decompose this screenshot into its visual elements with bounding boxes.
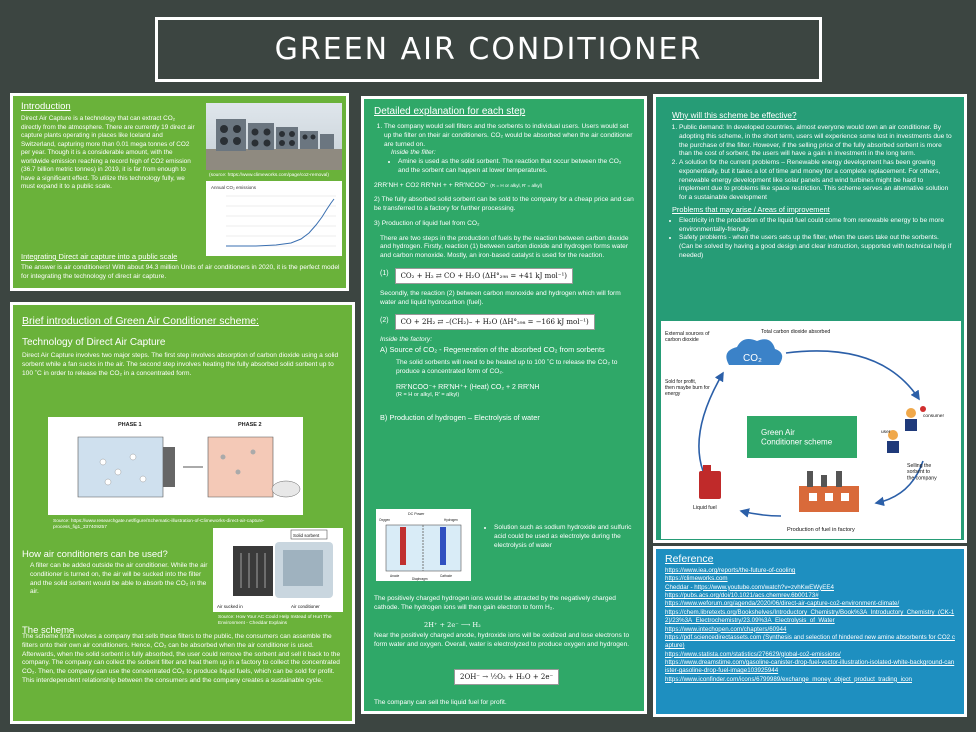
ac-heading: How air conditioners can be used?: [22, 549, 168, 560]
why-point-2: 2. A solution for the current problems – Renewable energy development has been growing exponentially, but it takes a lot of time and money for a complete replacement. For others, renewable energy development like solar panels and wind turbines might be hard to implement due to problems like space restriction. This scheme serves an alternative solution for a sustainable development: [679, 159, 954, 203]
source-a-heading: A) Source of CO₂ - Regeneration of the absorbed CO₂ from sorbents: [380, 345, 605, 355]
ac-source: Source: How Your AC Could Help Instead of Hurt The Environment - Cheddar Explains: [218, 615, 332, 626]
intro-image-caption: (source: https://www.climeworks.com/page/co2-removal): [209, 173, 329, 178]
eq1-label: (1): [380, 270, 389, 278]
tech-heading: Technology of Direct Air Capture: [22, 337, 166, 348]
integrating-text: The answer is air conditioners! With about 94.3 million Units of air conditioners in 2020, it is the perfect model for integrating the technology of direct air capture.: [21, 264, 340, 280]
reference-panel: [653, 546, 967, 717]
ref-link-7[interactable]: https://www.intechopen.com/chapters/60944: [665, 625, 787, 633]
step3-text: There are two steps in the production of fuels by the reaction between carbon dioxide and hydrogen. Firstly, reaction (1) between carbon dioxide and hydrogen forms water and carbon monoxide. Mostly, an iron-based catalyst is used for the reaction.: [380, 234, 629, 260]
hydrogen-text2: Near the positively charged anode, hydroxide ions will be oxidized and lose electrons to form water and oxygen. Overall, water is electrolyzed to produce oxygen and hydrogen.: [374, 632, 630, 648]
electro-anode-label: Anode: [390, 574, 400, 578]
cycle-user: user: [881, 430, 891, 435]
phase-source: Source: https://www.researchgate.net/figure/Schematic-illustration-of-Climeworks-direct-air-capture-process_fig1_337409257: [53, 519, 265, 530]
step2-text: 2) The fully absorbed solid sorbent can be sold to the company for a cheap price and can be transferred to a factory for further processing.: [374, 196, 634, 213]
ref-link-4[interactable]: https://pubs.acs.org/doi/10.1021/acs.chemrev.6b00173#: [665, 592, 819, 600]
chart-title: Annual CO₂ emissions: [211, 185, 257, 190]
ref-link-9[interactable]: https://www.statista.com/statistics/276629/global-co2-emissions/: [665, 650, 841, 658]
cycle-sold-1: Sold for profit, then maybe burn for energy: [665, 379, 710, 397]
detail-heading: Detailed explanation for each step: [374, 106, 526, 117]
problems-heading: Problems that may arise / Areas of improvement: [672, 204, 830, 214]
inside-filter-label: Inside the filter:: [391, 149, 436, 157]
electro-dc-label: DC Power: [408, 512, 425, 516]
reaction1-equation: 2RR'NH + CO2 RR'NH + + RR'NCOO⁻: [374, 181, 489, 189]
cycle-production: Production of fuel in factory: [787, 527, 855, 533]
brief-panel: [10, 302, 355, 724]
cycle-co2: CO₂: [743, 353, 762, 364]
dac-phase-svg: [48, 417, 303, 515]
tech-text: Direct Air Capture involves two major steps. The first step involves absorption of carbon dioxide using a solid sorbent while a fan sucks in the air. The second step involves heating the fully absorbed solid sorbent up to 100 ˚C in order to release the CO₂ in a concentrated form.: [22, 352, 339, 377]
reference-heading: Reference: [665, 553, 714, 565]
electro-oxygen-label: Oxygen: [379, 518, 390, 522]
cycle-selling: Selling the sorbent to the company: [907, 463, 937, 482]
electrolysis-diagram: [376, 509, 471, 581]
reaction2-note: (R = H or alkyl, R' = alkyl): [396, 391, 460, 398]
arrow-to-consumer: [786, 351, 919, 399]
equation1-row: [374, 265, 634, 284]
electro-diaphragm-label: Diaphragm: [412, 577, 428, 581]
intro-text: Direct Air Capture is a technology that can extract CO₂ directly from the atmosphere. There are currently 19 direct air capture plants operating in places like Iceland and Switzerland, capturing more than 0.01 mega tonnes of CO2 per year. Though it is a considerable amount, with the worldwide emission reaching a record high of CO2 emission (36.7 billion metric tonnes) in 2019, it is far from enough to have a significant effect. To utilize this technology fully, we must expand it to a public scale.: [21, 115, 195, 191]
source-b-heading: B) Production of hydrogen – Electrolysis of water: [380, 413, 540, 423]
ac-text: A filter can be added outside the air conditioner. While the air conditioner is turned on, the air will be sucked into the filter and the solid sorbent would be able to absorb the CO₂ in the air.: [30, 562, 208, 596]
ac-label-ac: Air conditioner: [291, 604, 320, 609]
cycle-consumer: consumer: [923, 414, 945, 419]
why-heading: Why will this scheme be effective?: [672, 111, 797, 120]
second-reaction-text: Secondly, the reaction (2) between carbon monoxide and hydrogen which will form water and liquid hydrocarbon (fuel).: [380, 289, 621, 306]
dac-plant-illustration: [206, 103, 342, 170]
final-text: The company can sell the liquid fuel for profit.: [374, 699, 507, 706]
arrow-to-fuel: [741, 511, 781, 516]
scheme-heading: The scheme: [22, 625, 75, 636]
step3-heading: 3) Production of liquid fuel from CO₂: [374, 219, 480, 227]
cycle-liquid: Liquid fuel: [693, 505, 717, 511]
brief-heading: Brief introduction of Green Air Conditioner scheme:: [22, 315, 259, 327]
ac-filter-image: [213, 528, 343, 612]
inside-factory-label: Inside the factory:: [380, 336, 433, 344]
problems-list: [666, 217, 954, 261]
why-list: [666, 124, 954, 203]
page-title: GREEN AIR CONDITIONER: [274, 32, 703, 67]
ac-filter-svg: [213, 528, 343, 612]
co2-emissions-chart: [206, 181, 342, 256]
reaction1-note: (R = H or alkyl, R' = alkyl): [490, 182, 543, 188]
detail-panel: [361, 96, 647, 714]
why-point-1: 1. Public demand: In developed countries, almost everyone would own an air conditioner. By adopting this scheme, in the short term, users will experience some lost in investments due to the purchase of the filter. However, if the selling price of the fully absorbed sorbent is more than the cost of sorbent, the users will have a gain in investment in the long term.: [679, 124, 954, 159]
co2-emissions-chart-svg: [206, 181, 342, 256]
amine-text: • Amine is used as the solid sorbent. The reaction that occur between the CO₂ and the sorbent can happen at lower temperatures.: [398, 158, 634, 176]
problem-2: • Safety problems - when the users sets up the filter, when the users take out the sorbents. (Can be solved by having a good design and clear instruction, supported with technical help if needed): [679, 234, 954, 260]
dac-phase-diagram: [48, 417, 303, 515]
cycle-center: Green Air Conditioner scheme: [761, 428, 833, 447]
electrolysis-svg: [376, 509, 471, 581]
ref-link-6[interactable]: https://chem.libretexts.org/Bookshelves/Introductory_Chemistry/Book%3A_Introductory_Chemistry_(CK-12)/23%3A_Electrochemistry/23.09%3A_Electrolysis_of_Water: [665, 608, 955, 625]
phase2-label: PHASE 2: [238, 422, 262, 428]
scheme-text: The scheme first involves a company that sells these filters to the public, the consumers can assemble the filters onto their own air conditioners. Hence, CO₂ can be absorbed when the air conditioner is used. Afterwards, when the solid sorbent is fully absorbed, the user could remove the sorbent and sell it back to the company. The company can collect the sorbent filter and heat them up in a factory to collect the concentrated CO₂. Then, the company can use the concentrated CO₂ to produce liquid fuels, which can be sold for profit. This interdependent relationship between the consumers and the company creates a sustainable cycle.: [22, 633, 341, 684]
ref-link-5[interactable]: https://www.weforum.org/agenda/2020/06/direct-air-capture-co2-environment-climate/: [665, 600, 900, 608]
eq1: CO₂ + H₂ ⇄ CO + H₂O (ΔH°₂₉₈ = +41 kJ mol⁻¹): [395, 268, 573, 284]
dac-plant-image: [206, 103, 342, 170]
ref-link-3[interactable]: Cheddar - https://www.youtube.com/watch?v=zvhKwEWyEE4: [665, 583, 834, 591]
step1-text: 1. The company would sell filters and the sorbents to individual users. Users would set up the filter on their air conditioners. CO₂ would be absorbed when the air conditioner are turned on.: [384, 123, 634, 149]
ac-label-sorbent: Solid sorbent: [293, 533, 320, 538]
cycle-diagram: [661, 321, 961, 539]
reaction1: [374, 182, 634, 191]
eq2-label: (2): [380, 316, 389, 324]
equation2-row: [374, 311, 634, 330]
ref-link-10[interactable]: https://www.dreamstime.com/gasoline-canister-drop-fuel-vector-illustration-isolated-white-background-canister-gasoline-drop-fuel-image103925944: [665, 658, 955, 675]
ref-link-1[interactable]: https://www.iea.org/reports/the-future-of-cooling: [665, 567, 796, 574]
hydrogen-text1: The positively charged hydrogen ions would be attracted by the negatively charged cathode. The hydrogen ions will then gain electron to form H₂.: [374, 595, 616, 611]
consumer-icon: [887, 406, 926, 453]
intro-panel: [10, 93, 349, 291]
why-panel: [653, 94, 967, 543]
electro-hydrogen-label: Hydrogen: [444, 518, 458, 522]
half-equation: 2H⁺ + 2e⁻ ⟶ H₂: [424, 621, 481, 629]
source-a-text: The solid sorbents will need to be heated up to 100 ˚C to release the CO₂ to produce a concentrated form of CO₂.: [396, 359, 618, 375]
electro-cathode-label: Cathode: [440, 574, 453, 578]
reaction2: RR'NCOO⁻+ RR'NH⁺+ (Heat) CO₂ + 2 RR'NH: [396, 383, 540, 391]
ref-link-11[interactable]: https://www.iconfinder.com/icons/6799989/exchange_money_object_product_trading_icon: [665, 675, 912, 683]
cycle-external: External sources of carbon dioxide: [665, 331, 710, 344]
ref-link-8[interactable]: https://pdf.sciencedirectassets.com (Synthesis and selection of hindered new amine absorbents for CO2 capture): [665, 633, 955, 650]
phase1-label: PHASE 1: [118, 422, 142, 428]
ref-link-2[interactable]: https://climeworks.com: [665, 575, 728, 583]
equation3-row: [454, 666, 559, 685]
eq2: CO + 2H₂ ⇄ –(CH₂)– + H₂O (ΔH°₂₉₈ = −166 kJ mol⁻¹): [395, 314, 595, 330]
cycle-svg: [661, 321, 961, 539]
eq3: 2OH⁻ → ½O₂ + H₂O + 2e⁻: [454, 669, 559, 685]
ac-label-in: Air sucked in: [217, 604, 243, 609]
cycle-absorbed: Total carbon dioxide absorbed: [761, 329, 831, 335]
intro-heading: Introduction: [21, 101, 71, 112]
problem-1: • Electricity in the production of the liquid fuel could come from renewable energy to be more environmentally-friendly.: [679, 217, 954, 235]
integrating-heading: Integrating Direct air capture into a public scale: [21, 252, 178, 261]
factory-icon: [799, 471, 859, 512]
title-box: [155, 17, 822, 82]
electrolyte-note: • Solution such as sodium hydroxide and sulfuric acid could be used as electrolyte during the electrolysis of water: [494, 524, 634, 550]
